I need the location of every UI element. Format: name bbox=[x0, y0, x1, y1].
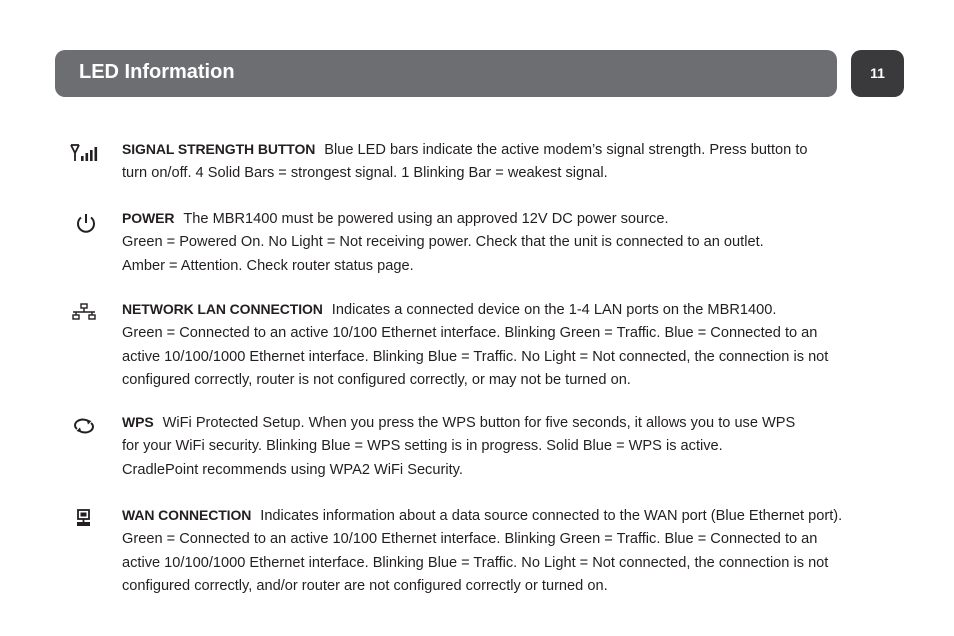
entry-line bbox=[122, 298, 892, 322]
entry-line bbox=[122, 411, 892, 435]
entry-text: Blue LED bars indicate the active modem’s signal strength. Press button to bbox=[324, 142, 808, 158]
wan-connection-icon bbox=[74, 508, 102, 532]
entry-line: Green = Powered On. No Light = Not receiving power. Check that the unit is connected to an outlet. bbox=[122, 234, 764, 251]
entry-text: Indicates information about a data source connected to the WAN port (Blue Ethernet port). bbox=[260, 508, 843, 524]
section-title: LED Information bbox=[79, 61, 235, 83]
entry-line: configured correctly, and/or router are not configured correctly or turned on. bbox=[122, 577, 608, 594]
entry-line: CradlePoint recommends using WPA2 WiFi Security. bbox=[122, 461, 463, 478]
entry-line bbox=[122, 138, 892, 162]
section-header-bar bbox=[55, 50, 837, 97]
signal-strength-icon bbox=[70, 143, 98, 167]
entry-line bbox=[122, 207, 892, 231]
entry-line: Green = Connected to an active 10/100 Ethernet interface. Blinking Green = Traffic. Blue = Connected to an bbox=[122, 531, 818, 548]
led-entry-signal-strength bbox=[122, 138, 892, 186]
led-entry-wan-connection bbox=[122, 504, 892, 598]
entry-text: WiFi Protected Setup. When you press the WPS button for five seconds, it allows you to use WPS bbox=[162, 415, 796, 431]
entry-line: Green = Connected to an active 10/100 Ethernet interface. Blinking Green = Traffic. Blue = Connected to an bbox=[122, 325, 818, 342]
led-entry-network-lan bbox=[122, 298, 892, 392]
entry-heading: POWER bbox=[122, 210, 175, 226]
network-lan-icon bbox=[72, 303, 100, 327]
entry-heading: WPS bbox=[122, 414, 154, 430]
led-entry-power bbox=[122, 207, 892, 278]
entry-line: configured correctly, router is not configured correctly, or may not be turned on. bbox=[122, 371, 631, 388]
entry-heading: NETWORK LAN CONNECTION bbox=[122, 301, 323, 317]
entry-line: for your WiFi security. Blinking Blue = WPS setting is in progress. Solid Blue = WPS is active. bbox=[122, 438, 723, 455]
entry-line bbox=[122, 504, 892, 528]
page-number: 11 bbox=[851, 50, 904, 97]
entry-text: Indicates a connected device on the 1-4 LAN ports on the MBR1400. bbox=[331, 302, 777, 318]
entry-line: active 10/100/1000 Ethernet interface. Blinking Blue = Traffic. No Light = Not connected, the connection is not bbox=[122, 554, 829, 571]
entry-line: Amber = Attention. Check router status page. bbox=[122, 257, 414, 274]
entry-line: turn on/off. 4 Solid Bars = strongest signal. 1 Blinking Bar = weakest signal. bbox=[122, 165, 608, 182]
entry-heading: WAN CONNECTION bbox=[122, 507, 252, 523]
entry-line: active 10/100/1000 Ethernet interface. Blinking Blue = Traffic. No Light = Not connected, the connection is not bbox=[122, 348, 829, 365]
entry-heading: SIGNAL STRENGTH BUTTON bbox=[122, 141, 316, 157]
led-entry-wps bbox=[122, 411, 892, 482]
wps-icon bbox=[72, 417, 100, 441]
power-icon bbox=[74, 212, 102, 236]
entry-text: The MBR1400 must be powered using an approved 12V DC power source. bbox=[183, 211, 669, 227]
